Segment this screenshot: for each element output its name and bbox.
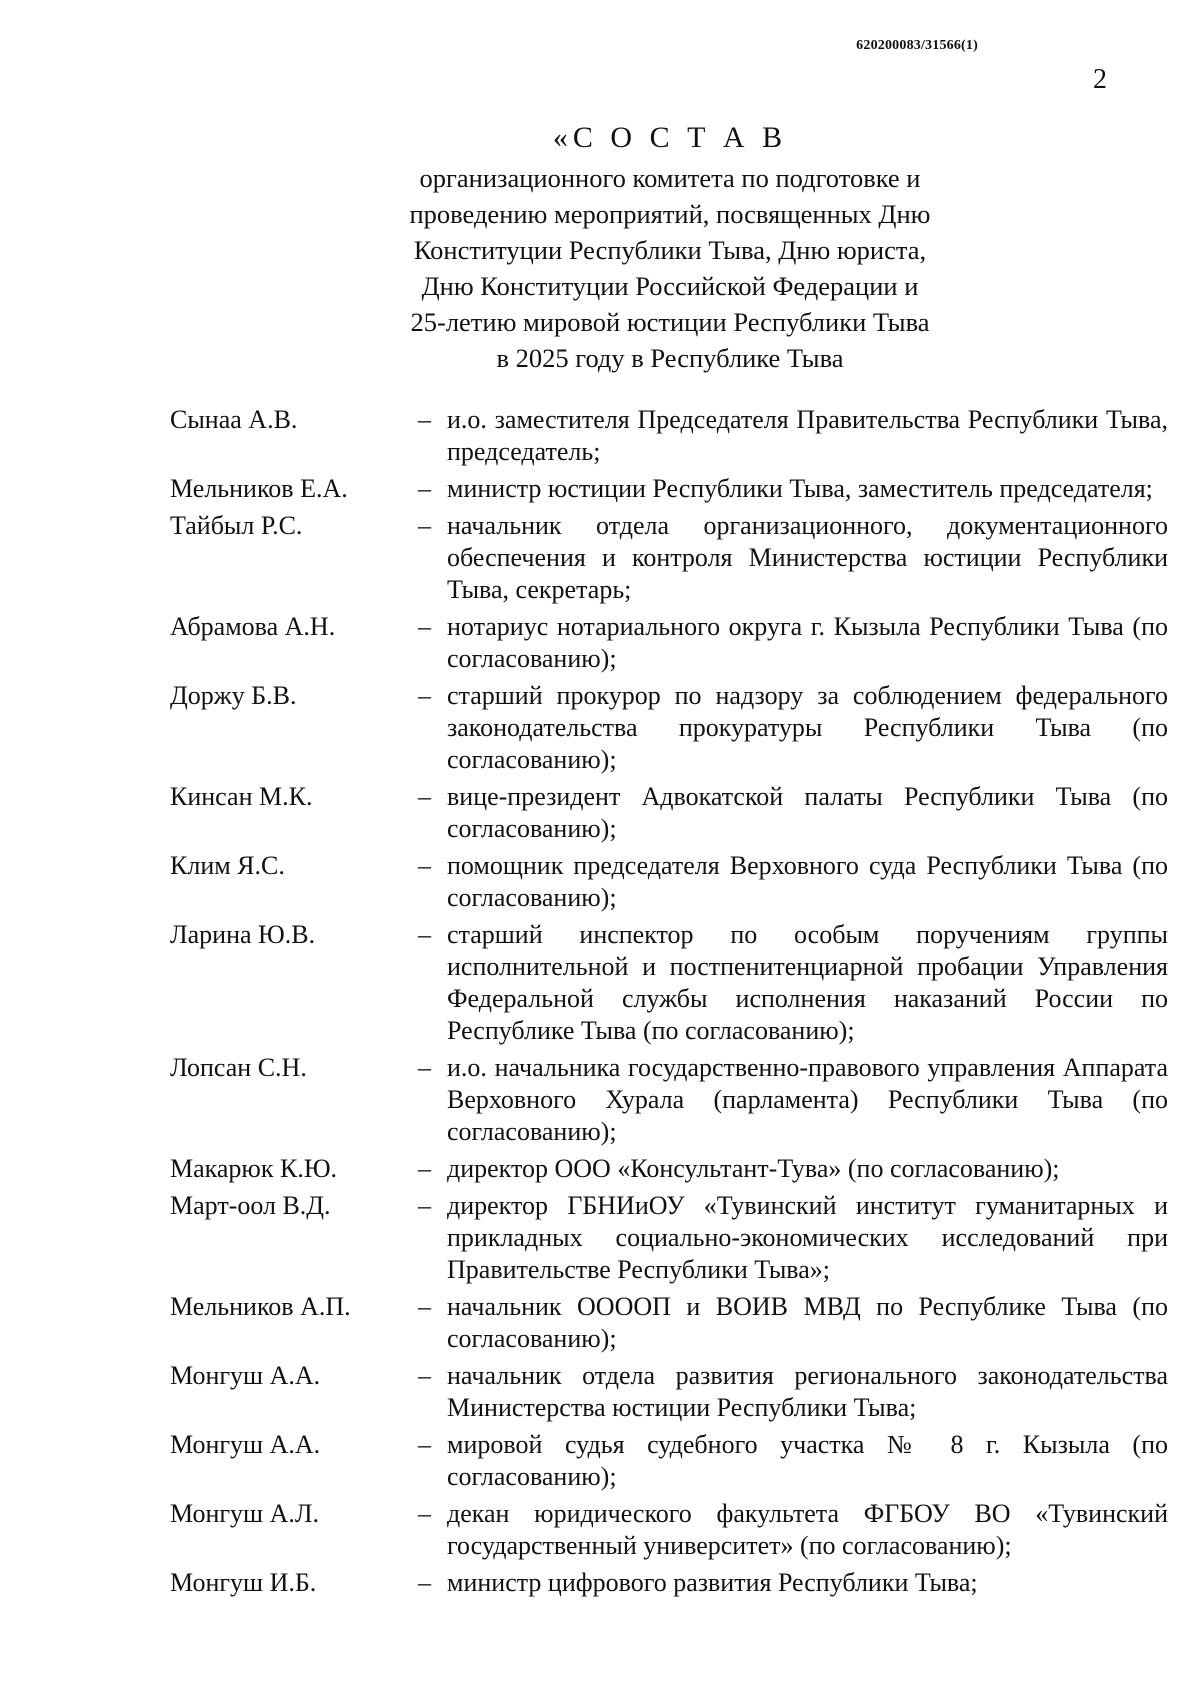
committee-member bbox=[170, 611, 1168, 675]
committee-member-list bbox=[170, 404, 1168, 1604]
dash: – bbox=[418, 1053, 431, 1082]
member-name: Мельников А.П. bbox=[170, 1292, 351, 1321]
member-role: мировой судья судебного участка № 8 г. Кызыла (по согласованию); bbox=[447, 1430, 1168, 1491]
member-role: министр цифрового развития Республики Тыва; bbox=[447, 1568, 978, 1597]
dash: – bbox=[418, 474, 431, 503]
member-name: Мельников Е.А. bbox=[170, 474, 348, 503]
title-line: 25-летию мировой юстиции Республики Тыва bbox=[410, 307, 930, 337]
title-line: проведению мероприятий, посвященных Дню bbox=[409, 199, 931, 229]
member-name: Монгуш А.Л. bbox=[170, 1499, 319, 1528]
document-title bbox=[300, 118, 1040, 376]
title-heading: «С О С Т А В bbox=[552, 121, 788, 154]
member-name: Монгуш И.Б. bbox=[170, 1568, 317, 1597]
member-name: Ларина Ю.В. bbox=[170, 920, 316, 949]
member-name: Макарюк К.Ю. bbox=[170, 1154, 338, 1183]
member-role: старший инспектор по особым поручениям группы исполнительной и постпенитенциарной пробации Управления Федеральной службы исполнения наказаний России по Республике Тыва (по согласованию); bbox=[447, 920, 1168, 1045]
title-line: Конституции Республики Тыва, Дню юриста, bbox=[413, 235, 927, 265]
dash: – bbox=[418, 1430, 431, 1459]
member-name: Кинсан М.К. bbox=[170, 782, 313, 811]
member-role: нотариус нотариального округа г. Кызыла Республики Тыва (по согласованию); bbox=[447, 612, 1168, 673]
committee-member bbox=[170, 850, 1168, 914]
committee-member bbox=[170, 680, 1168, 776]
member-role: старший прокурор по надзору за соблюдением федерального законодательства прокуратуры Республики Тыва (по согласованию); bbox=[447, 681, 1168, 774]
member-name: Март-оол В.Д. bbox=[170, 1191, 331, 1220]
dash: – bbox=[418, 782, 431, 811]
member-name: Монгуш А.А. bbox=[170, 1430, 321, 1459]
dash: – bbox=[418, 1568, 431, 1597]
committee-member bbox=[170, 473, 1168, 505]
committee-member bbox=[170, 1360, 1168, 1424]
document-id: 620200083/31566(1) bbox=[856, 38, 978, 53]
dash: – bbox=[418, 1361, 431, 1390]
dash: – bbox=[418, 1499, 431, 1528]
member-name: Монгуш А.А. bbox=[170, 1361, 321, 1390]
page-number: 2 bbox=[1093, 64, 1107, 95]
committee-member bbox=[170, 1567, 1168, 1599]
member-name: Клим Я.С. bbox=[170, 851, 285, 880]
member-name: Лопсан С.Н. bbox=[170, 1053, 307, 1082]
committee-member bbox=[170, 1498, 1168, 1562]
dash: – bbox=[418, 681, 431, 710]
title-line: в 2025 году в Республике Тыва bbox=[496, 343, 844, 373]
dash: – bbox=[418, 1191, 431, 1220]
member-role: помощник председателя Верховного суда Республики Тыва (по согласованию); bbox=[447, 851, 1168, 912]
member-name: Абрамова А.Н. bbox=[170, 612, 336, 641]
member-role: министр юстиции Республики Тыва, заместитель председателя; bbox=[447, 474, 1153, 503]
committee-member bbox=[170, 404, 1168, 468]
member-name: Доржу Б.В. bbox=[170, 681, 297, 710]
committee-member bbox=[170, 781, 1168, 845]
member-role: и.о. заместителя Председателя Правительства Республики Тыва, председатель; bbox=[447, 405, 1168, 466]
committee-member bbox=[170, 1190, 1168, 1286]
dash: – bbox=[418, 920, 431, 949]
dash: – bbox=[418, 612, 431, 641]
committee-member bbox=[170, 510, 1168, 606]
committee-member bbox=[170, 1429, 1168, 1493]
member-role: начальник отдела организационного, документационного обеспечения и контроля Министерства юстиции Республики Тыва, секретарь; bbox=[447, 511, 1168, 604]
member-role: директор ГБНИиОУ «Тувинский институт гуманитарных и прикладных социально-экономических исследований при Правительстве Республики Тыва»; bbox=[447, 1191, 1168, 1284]
dash: – bbox=[418, 851, 431, 880]
dash: – bbox=[418, 1154, 431, 1183]
member-role: вице-президент Адвокатской палаты Республики Тыва (по согласованию); bbox=[447, 782, 1168, 843]
dash: – bbox=[418, 511, 431, 540]
committee-member bbox=[170, 1291, 1168, 1355]
member-role: начальник отдела развития регионального законодательства Министерства юстиции Республики Тыва; bbox=[447, 1361, 1168, 1422]
committee-member bbox=[170, 1052, 1168, 1148]
member-name: Сынаа А.В. bbox=[170, 405, 298, 434]
member-role: начальник ООООП и ВОИВ МВД по Республике Тыва (по согласованию); bbox=[447, 1292, 1168, 1353]
title-line: организационного комитета по подготовке и bbox=[419, 163, 921, 193]
committee-member bbox=[170, 919, 1168, 1047]
member-role: декан юридического факультета ФГБОУ ВО «Тувинский государственный университет» (по согласованию); bbox=[447, 1499, 1168, 1560]
dash: – bbox=[418, 1292, 431, 1321]
member-role: директор ООО «Консультант-Тува» (по согласованию); bbox=[447, 1154, 1060, 1183]
dash: – bbox=[418, 405, 431, 434]
member-name: Тайбыл Р.С. bbox=[170, 511, 303, 540]
title-line: Дню Конституции Российской Федерации и bbox=[421, 271, 919, 301]
member-role: и.о. начальника государственно-правового управления Аппарата Верховного Хурала (парламента) Республики Тыва (по согласованию); bbox=[447, 1053, 1168, 1146]
committee-member bbox=[170, 1153, 1168, 1185]
